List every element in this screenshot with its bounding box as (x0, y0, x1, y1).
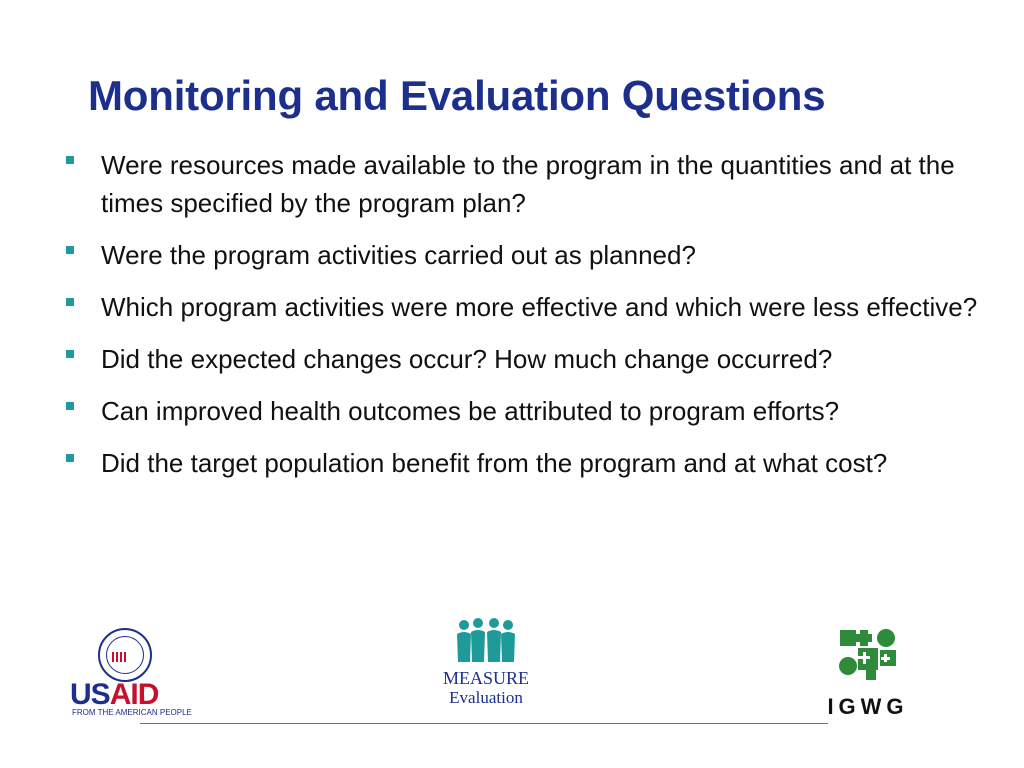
igwg-logo (818, 628, 918, 720)
measure-subtitle: Evaluation (449, 688, 523, 707)
bullet-item (60, 444, 1000, 482)
bullet-text: Did the target population benefit from the program and at what cost? (101, 448, 888, 478)
square-bullet-icon (66, 454, 74, 462)
usaid-aid: AID (109, 678, 159, 711)
usaid-us: US (70, 678, 110, 711)
bullet-item (60, 392, 1000, 430)
bullet-item (60, 288, 1000, 326)
usaid-wordmark (70, 678, 158, 712)
bullet-text: Can improved health outcomes be attributed to program efforts? (101, 396, 840, 426)
bullet-text: Were resources made available to the program in the quantities and at the times specified by the program plan? (101, 150, 955, 218)
usaid-logo (70, 628, 192, 718)
square-bullet-icon (66, 156, 74, 164)
bullet-text: Which program activities were more effective and which were less effective? (101, 292, 978, 322)
bullet-text: Did the expected changes occur? How much change occurred? (101, 344, 833, 374)
usaid-tagline: FROM THE AMERICAN PEOPLE (72, 708, 192, 717)
slide-title: Monitoring and Evaluation Questions (88, 72, 826, 119)
bullet-list (60, 146, 1000, 496)
igwg-wordmark: IGWG (827, 694, 909, 719)
square-bullet-icon (66, 298, 74, 306)
people-figures-icon (454, 618, 518, 664)
usaid-seal-icon (98, 628, 152, 682)
bullet-item (60, 236, 1000, 274)
footer-divider (140, 723, 828, 724)
bullet-item (60, 146, 1000, 222)
square-bullet-icon (66, 350, 74, 358)
igwg-puzzle-icon (838, 628, 898, 682)
bullet-item (60, 340, 1000, 378)
measure-wordmark: MEASURE (442, 668, 529, 688)
measure-evaluation-logo (436, 618, 536, 713)
square-bullet-icon (66, 246, 74, 254)
bullet-text: Were the program activities carried out as planned? (101, 240, 696, 270)
square-bullet-icon (66, 402, 74, 410)
